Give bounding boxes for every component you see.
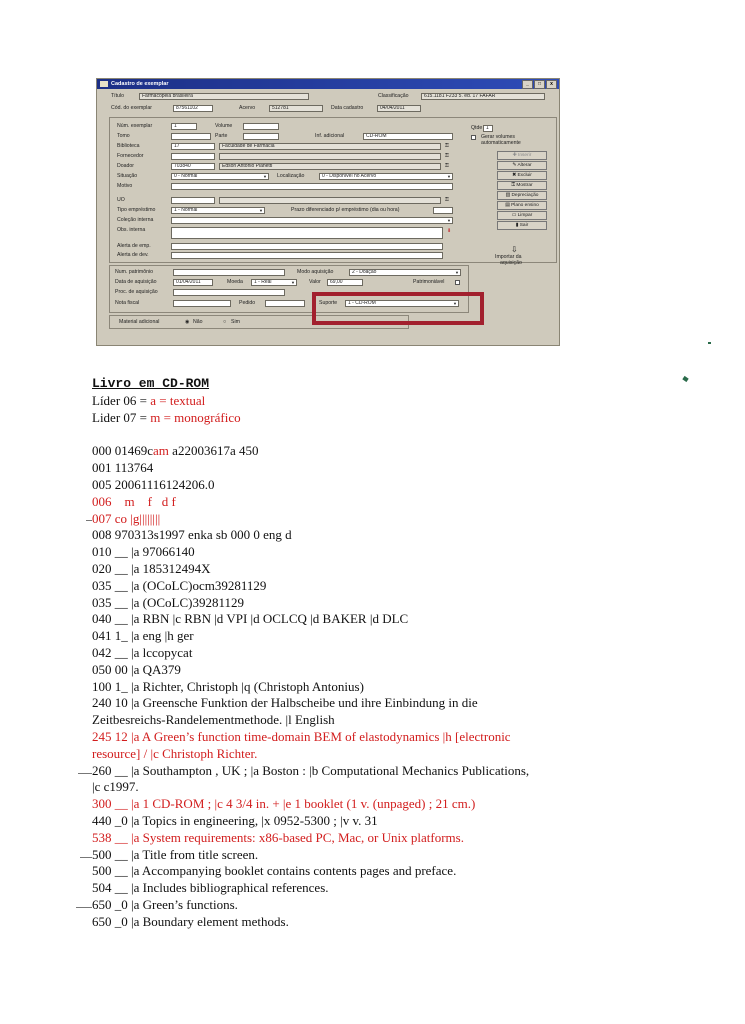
biblioteca-code-field[interactable]: 17 <box>171 143 215 150</box>
gerar-label-2: automaticamente <box>481 140 521 146</box>
data-aquisicao-field[interactable]: 01/04/2011 <box>173 279 213 286</box>
edit-icon: ✎ <box>512 163 518 168</box>
doador-code-field[interactable]: 703840 <box>171 163 215 170</box>
scan-speck <box>708 342 711 344</box>
cod-exemplar-field[interactable]: 87561102 <box>173 105 213 112</box>
depreciacao-button[interactable]: ▥ Depreciação <box>497 191 547 200</box>
classificacao-label: Classificação <box>378 93 409 99</box>
moeda-select[interactable]: 1 - Real ▼ <box>251 279 297 286</box>
data-cadastro-label: Data cadastro <box>331 105 364 111</box>
import-icon[interactable]: ⇩ <box>511 245 518 254</box>
gerar-volumes-checkbox[interactable] <box>471 135 476 140</box>
motivo-label: Motivo <box>117 183 133 189</box>
field-100: 100 1_ |a Richter, Christoph |q (Christoph Antonius) <box>92 678 364 694</box>
alterar-button[interactable]: ✎ Alterar <box>497 161 547 170</box>
maximize-button[interactable]: □ <box>534 80 545 89</box>
localizacao-label: Localização <box>277 173 305 179</box>
obs-field[interactable] <box>171 227 443 239</box>
field-035-a: 035 __ |a (OCoLC)ocm39281129 <box>92 577 267 593</box>
margin-mark <box>80 857 92 858</box>
field-650-a: 650 _0 |a Green’s functions. <box>92 896 238 912</box>
valor-label: Valor <box>309 279 321 285</box>
limpar-button[interactable]: ▭ Limpar <box>497 211 547 220</box>
nota-fiscal-label: Nota fiscal <box>115 300 140 306</box>
num-exemplar-field[interactable]: 1 <box>171 123 197 130</box>
field-005: 005 20061116124206.0 <box>92 476 215 492</box>
titulo-field[interactable]: Farmacopeia brasileira <box>139 93 309 100</box>
delete-icon: ✖ <box>512 173 518 178</box>
classificacao-field[interactable]: 615.1181 F233 5. ed. 17 FAFAR <box>421 93 545 100</box>
lider-06-value: a = textual <box>150 392 206 408</box>
doador-name-field[interactable]: Edson Antonio Pianetti <box>219 163 441 170</box>
modo-aquisicao-label: Modo aquisição <box>297 269 334 275</box>
num-patrimonio-field[interactable] <box>173 269 285 276</box>
chart-icon: ▥ <box>505 193 512 198</box>
qtde-label: Qtde <box>471 125 483 131</box>
tomo-field[interactable] <box>171 133 211 140</box>
mostrar-button[interactable]: ⚿ Mostrar <box>497 181 547 190</box>
fornecedor-code-field[interactable] <box>171 153 215 160</box>
key-icon[interactable]: ⚿ <box>445 143 449 149</box>
lider-07-value: m = monográfico <box>150 409 241 425</box>
uo-label: UO <box>117 197 125 203</box>
marc-record <box>92 376 712 931</box>
tipo-emprestimo-label: Tipo empréstimo <box>117 207 156 213</box>
field-300: 300 __ |a 1 CD-ROM ; |c 4 3/4 in. + |e 1 booklet (1 v. (unpaged) ; 21 cm.) <box>92 796 476 812</box>
acervo-field[interactable]: 512781 <box>269 105 323 112</box>
close-button[interactable]: x <box>546 80 557 89</box>
doador-label: Doador <box>117 163 135 169</box>
fornecedor-name-field[interactable] <box>219 153 441 160</box>
excluir-button[interactable]: ✖ Excluir <box>497 171 547 180</box>
key-icon[interactable]: ⚿ <box>445 153 449 159</box>
field-504: 504 __ |a Includes bibliographical references. <box>92 880 329 896</box>
suporte-select[interactable]: 1 - CD-ROM ▼ <box>345 300 459 307</box>
patrimoniavel-checkbox[interactable] <box>455 280 460 285</box>
inf-adicional-label: Inf. adicional <box>315 133 345 139</box>
colecao-label: Coleção interna <box>117 217 154 223</box>
nao-label: Não <box>193 319 203 325</box>
prazo-label: Prazo diferenciado p/ empréstimo (dia ou hora) <box>291 207 400 213</box>
uo-code-field[interactable] <box>171 197 215 204</box>
biblioteca-name-field[interactable]: Faculdade de Farmácia <box>219 143 441 150</box>
num-patrimonio-label: Num. patrimônio <box>115 269 154 275</box>
margin-mark <box>86 520 92 521</box>
proc-aquisicao-label: Proc. de aquisição <box>115 289 158 295</box>
parte-label: Parte <box>215 133 228 139</box>
plano-ensino-button[interactable]: ▤ Plano ensino <box>497 201 547 210</box>
field-245: 245 12 |a A Green’s function time-domain BEM of elastodynamics |h [electronic resource] / |c Christoph Richter. <box>92 728 511 761</box>
field-006: 006 m f d f <box>92 493 176 509</box>
alerta-dev-label: Alerta de dev. <box>117 252 149 258</box>
cod-exemplar-label: Cód. do exemplar <box>111 105 152 111</box>
minimize-button[interactable]: _ <box>522 80 533 89</box>
lider-06-line: Líder 06 = a = textual <box>92 392 206 408</box>
field-650-b: 650 _0 |a Boundary element methods. <box>92 913 289 929</box>
suporte-highlight-box <box>312 292 484 325</box>
nota-fiscal-field[interactable] <box>173 300 231 307</box>
lider-07-line: Lider 07 = m = monográfico <box>92 409 241 425</box>
tipo-emprestimo-select[interactable]: 1 - Normal ▼ <box>171 207 265 214</box>
field-007: 007 co |g|||||||| <box>92 510 161 526</box>
num-exemplar-label: Núm. exemplar <box>117 123 153 129</box>
book-icon: ▤ <box>505 203 512 208</box>
field-001: 001 113764 <box>92 460 154 476</box>
margin-mark <box>76 907 92 908</box>
arrow-down-icon[interactable]: ⬇ <box>447 228 452 234</box>
acervo-label: Acervo <box>239 105 256 111</box>
field-500-a: 500 __ |a Title from title screen. <box>92 846 259 862</box>
door-icon: ▮ <box>515 223 520 228</box>
key-icon[interactable]: ⚿ <box>445 163 449 169</box>
field-008: 008 970313s1997 enka sb 000 0 eng d <box>92 527 292 543</box>
moeda-label: Moeda <box>227 279 243 285</box>
dialog-titlebar <box>97 79 559 89</box>
field-010: 010 __ |a 97066140 <box>92 544 195 560</box>
field-000: 000 01469cam a22003617a 450 <box>92 443 259 459</box>
inf-adicional-field[interactable]: CD-ROM <box>363 133 453 140</box>
sair-button[interactable]: ▮ Sair <box>497 221 547 230</box>
volume-field[interactable] <box>243 123 279 130</box>
biblioteca-label: Biblioteca <box>117 143 140 149</box>
gerar-label-1: Gerar volumes <box>481 134 516 140</box>
field-042: 042 __ |a lccopycat <box>92 644 193 660</box>
tomo-label: Tomo <box>117 133 130 139</box>
obs-label: Obs. interna <box>117 227 146 233</box>
suporte-label: Suporte <box>319 300 338 306</box>
valor-field[interactable]: 69,00 <box>327 279 363 286</box>
patrimoniavel-label: Patrimoniável <box>413 279 445 285</box>
dialog-title: Cadastro de exemplar <box>111 81 169 87</box>
window-controls <box>522 80 557 89</box>
insert-icon: ✚ <box>512 153 519 158</box>
proc-aquisicao-field[interactable] <box>173 289 285 296</box>
field-260: 260 __ |a Southampton , UK ; |a Boston : |b Computational Mechanics Publications, |c c1997. <box>92 762 530 795</box>
field-040: 040 __ |a RBN |c RBN |d VPI |d OCLCQ |d BAKER |d DLC <box>92 611 409 627</box>
inserir-button[interactable]: ✚ Inserir <box>497 151 547 160</box>
nao-radio-icon[interactable]: ◉ <box>185 319 190 325</box>
pedido-label: Pedido <box>239 300 256 306</box>
pedido-field[interactable] <box>265 300 305 307</box>
material-label: Material adicional <box>119 319 160 325</box>
alerta-emp-label: Alerta de emp. <box>117 243 151 249</box>
importar-label-2: aquisição <box>500 260 522 266</box>
eraser-icon: ▭ <box>511 213 518 218</box>
prazo-field[interactable] <box>433 207 453 214</box>
localizacao-select[interactable]: 0 - Disponível no Acervo ▼ <box>319 173 453 180</box>
sim-radio-icon[interactable]: ○ <box>223 319 227 325</box>
field-000-highlight: am <box>153 443 169 459</box>
qtde-field[interactable]: 1 <box>483 125 493 132</box>
field-041: 041 1_ |a eng |h ger <box>92 628 194 644</box>
field-440: 440 _0 |a Topics in engineering, |x 0952-5300 ; |v v. 31 <box>92 812 378 828</box>
key-icon: ⚿ <box>511 183 517 188</box>
field-500-b: 500 __ |a Accompanying booklet contains contents pages and preface. <box>92 863 457 879</box>
importar-label-1: Importar da <box>495 254 522 260</box>
field-035-b: 035 __ |a (OCoLC)39281129 <box>92 594 244 610</box>
alerta-dev-field[interactable] <box>171 252 443 259</box>
field-240: 240 10 |a Greensche Funktion der Halbscheibe und ihre Einbindung in die Zeitbesreichs-Randelementmethode. |l English <box>92 695 478 728</box>
sim-label: Sim <box>231 319 240 325</box>
situacao-label: Situação <box>117 173 138 179</box>
margin-mark <box>78 773 92 774</box>
key-icon[interactable]: ⚿ <box>445 197 449 203</box>
titulo-label: Título <box>111 93 124 99</box>
field-050: 050 00 |a QA379 <box>92 661 181 677</box>
alerta-emp-field[interactable] <box>171 243 443 250</box>
section-heading: Livro em CD-ROM <box>92 376 210 391</box>
data-aquisicao-label: Data de aquisição <box>115 279 157 285</box>
field-020: 020 __ |a 185312494X <box>92 560 211 576</box>
colecao-select[interactable] <box>171 217 453 224</box>
modo-aquisicao-select[interactable]: 2 - Doação ▼ <box>349 269 461 276</box>
field-538: 538 __ |a System requirements: x86-based PC, Mac, or Unix platforms. <box>92 829 464 845</box>
volume-label: Volume <box>215 123 233 129</box>
situacao-select[interactable]: 0 - Normal ▼ <box>171 173 269 180</box>
parte-field[interactable] <box>243 133 279 140</box>
uo-name-field[interactable] <box>219 197 441 204</box>
motivo-field[interactable] <box>171 183 453 190</box>
fornecedor-label: Fornecedor <box>117 153 144 159</box>
data-cadastro-field[interactable]: 04/04/2011 <box>377 105 421 112</box>
app-icon <box>100 81 108 87</box>
